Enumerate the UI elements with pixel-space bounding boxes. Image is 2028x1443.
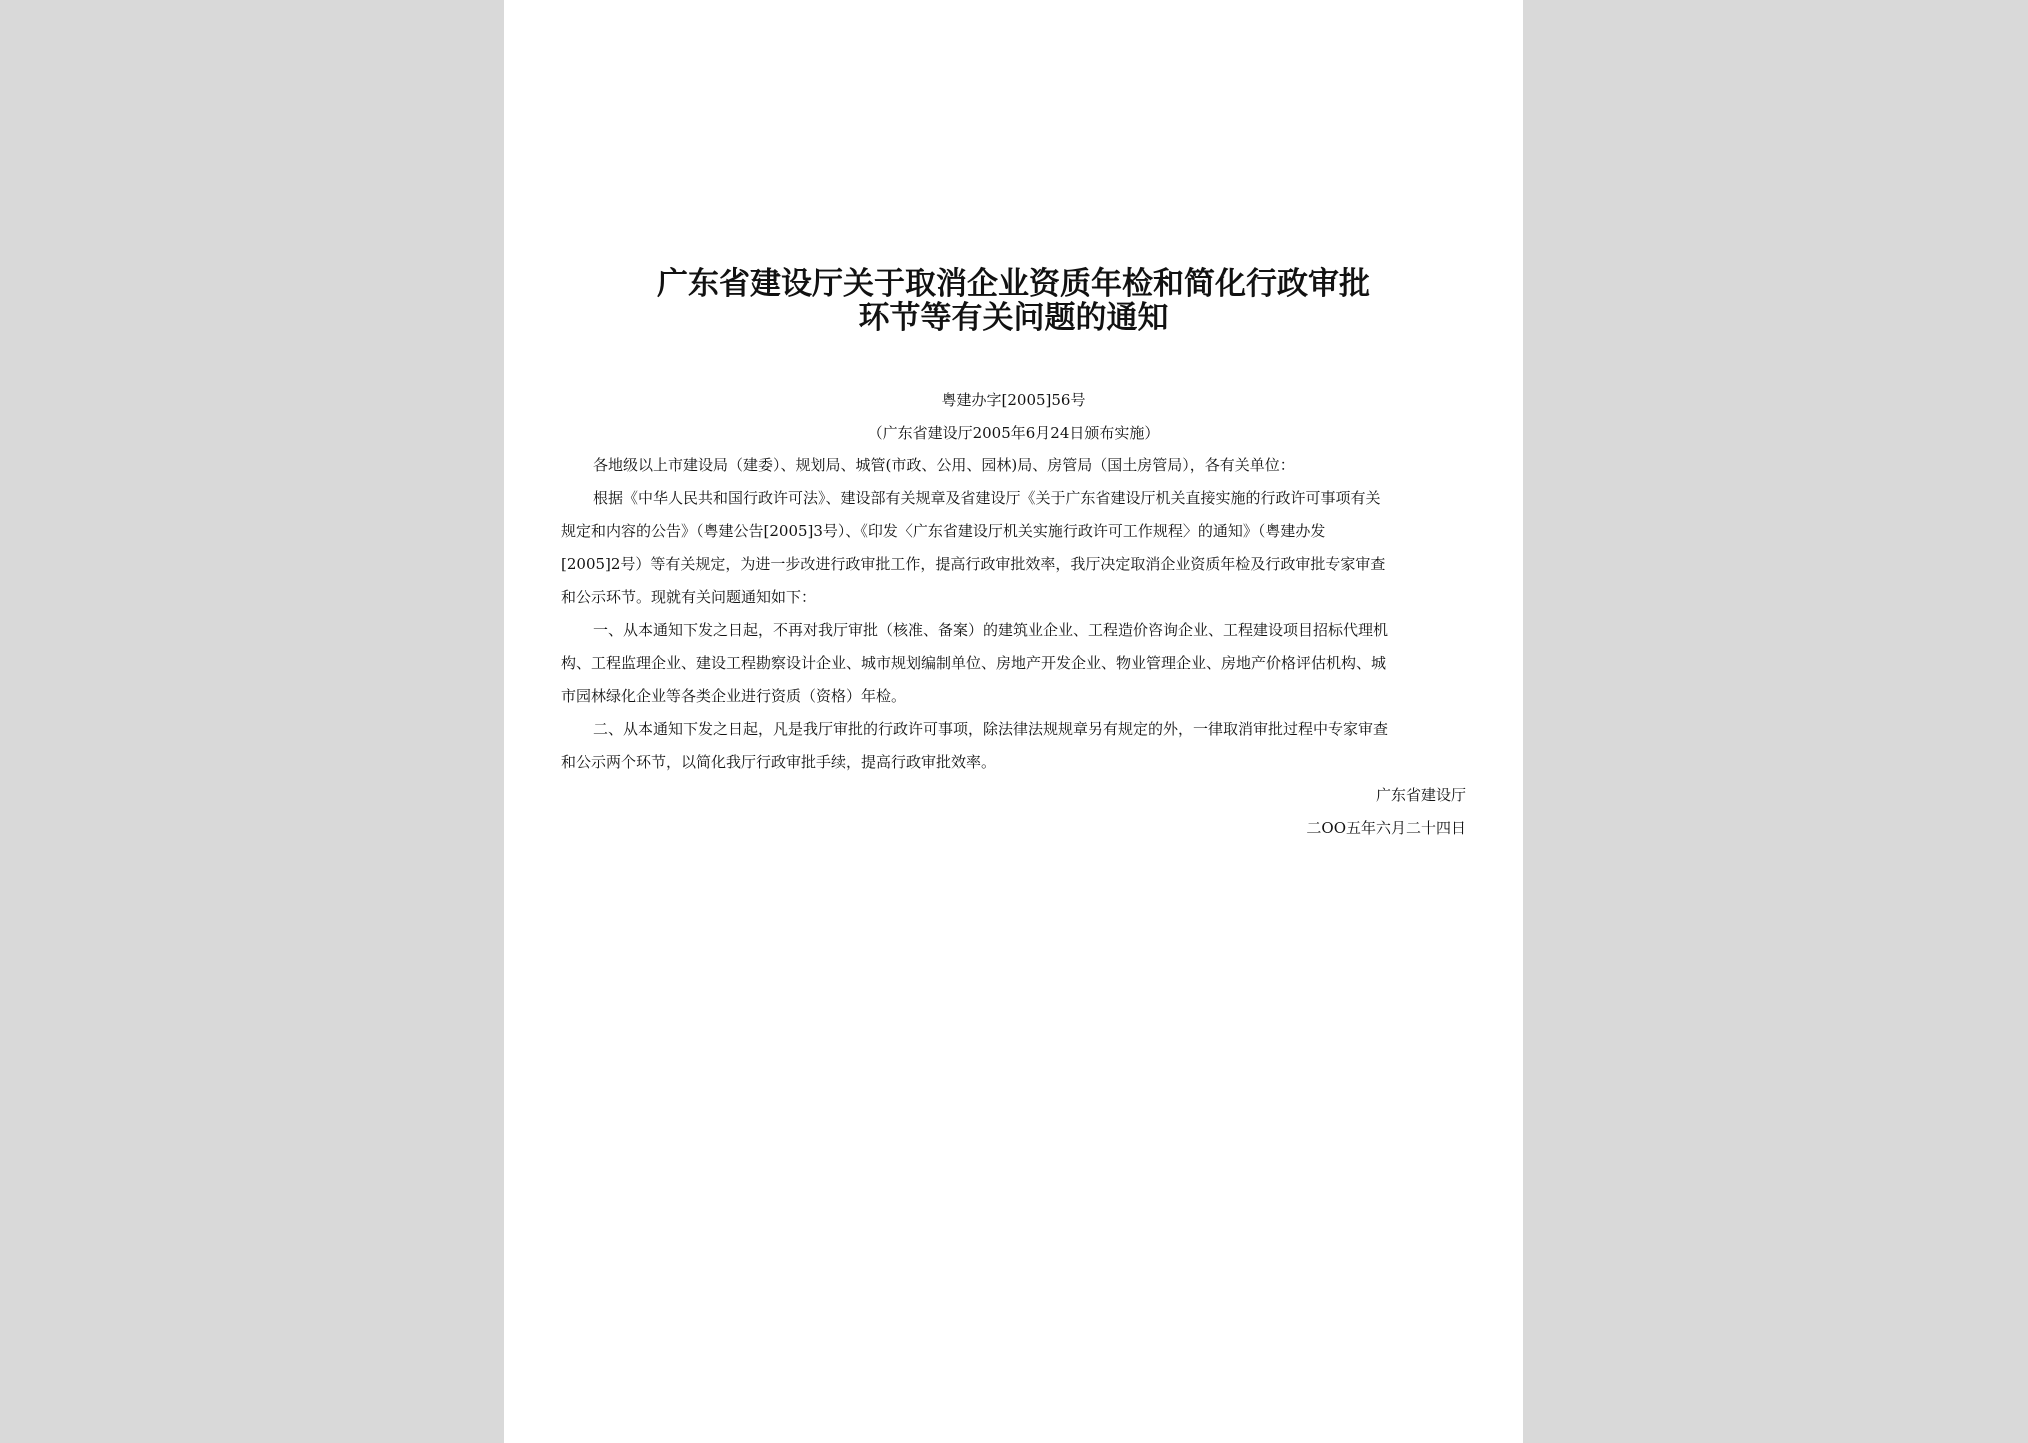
document-number: 粤建办字[2005]56号 [941, 391, 1086, 409]
body-line: 构、工程监理企业、建设工程勘察设计企业、城市规划编制单位、房地产开发企业、物业管理企业、房地产价格评估机构、城 [561, 654, 1387, 672]
body-line: 和公示两个环节，以简化我厅行政审批手续，提高行政审批效率。 [561, 753, 997, 771]
body-line: 一、从本通知下发之日起，不再对我厅审批（核准、备案）的建筑业企业、工程造价咨询企业、工程建设项目招标代理机 [593, 621, 1389, 639]
document-date: 二OO五年六月二十四日 [1306, 819, 1466, 837]
issued-note: （广东省建设厅2005年6月24日颁布实施） [867, 424, 1160, 442]
document-title-line-1: 广东省建设厅关于取消企业资质年检和简化行政审批 [657, 266, 1370, 302]
addressee-line: 各地级以上市建设局（建委）、规划局、城管(市政、公用、园林)局、房管局（国土房管局），各有关单位： [593, 456, 1295, 474]
document-page [504, 0, 1523, 1443]
body-line: 和公示环节。现就有关问题通知如下： [561, 588, 817, 606]
signature: 广东省建设厅 [1375, 786, 1466, 804]
body-line: [2005]2号）等有关规定，为进一步改进行政审批工作，提高行政审批效率，我厅决定取消企业资质年检及行政审批专家审查 [561, 555, 1386, 573]
body-line: 二、从本通知下发之日起，凡是我厅审批的行政许可事项，除法律法规规章另有规定的外，一律取消审批过程中专家审查 [593, 720, 1389, 738]
body-line: 根据《中华人民共和国行政许可法》、建设部有关规章及省建设厅《关于广东省建设厅机关直接实施的行政许可事项有关 [593, 489, 1381, 507]
body-line: 规定和内容的公告》（粤建公告[2005]3号）、《印发〈广东省建设厅机关实施行政许可工作规程〉的通知》（粤建办发 [561, 522, 1326, 540]
document-title-line-2: 环节等有关问题的通知 [858, 300, 1169, 336]
body-line: 市园林绿化企业等各类企业进行资质（资格）年检。 [561, 687, 907, 705]
